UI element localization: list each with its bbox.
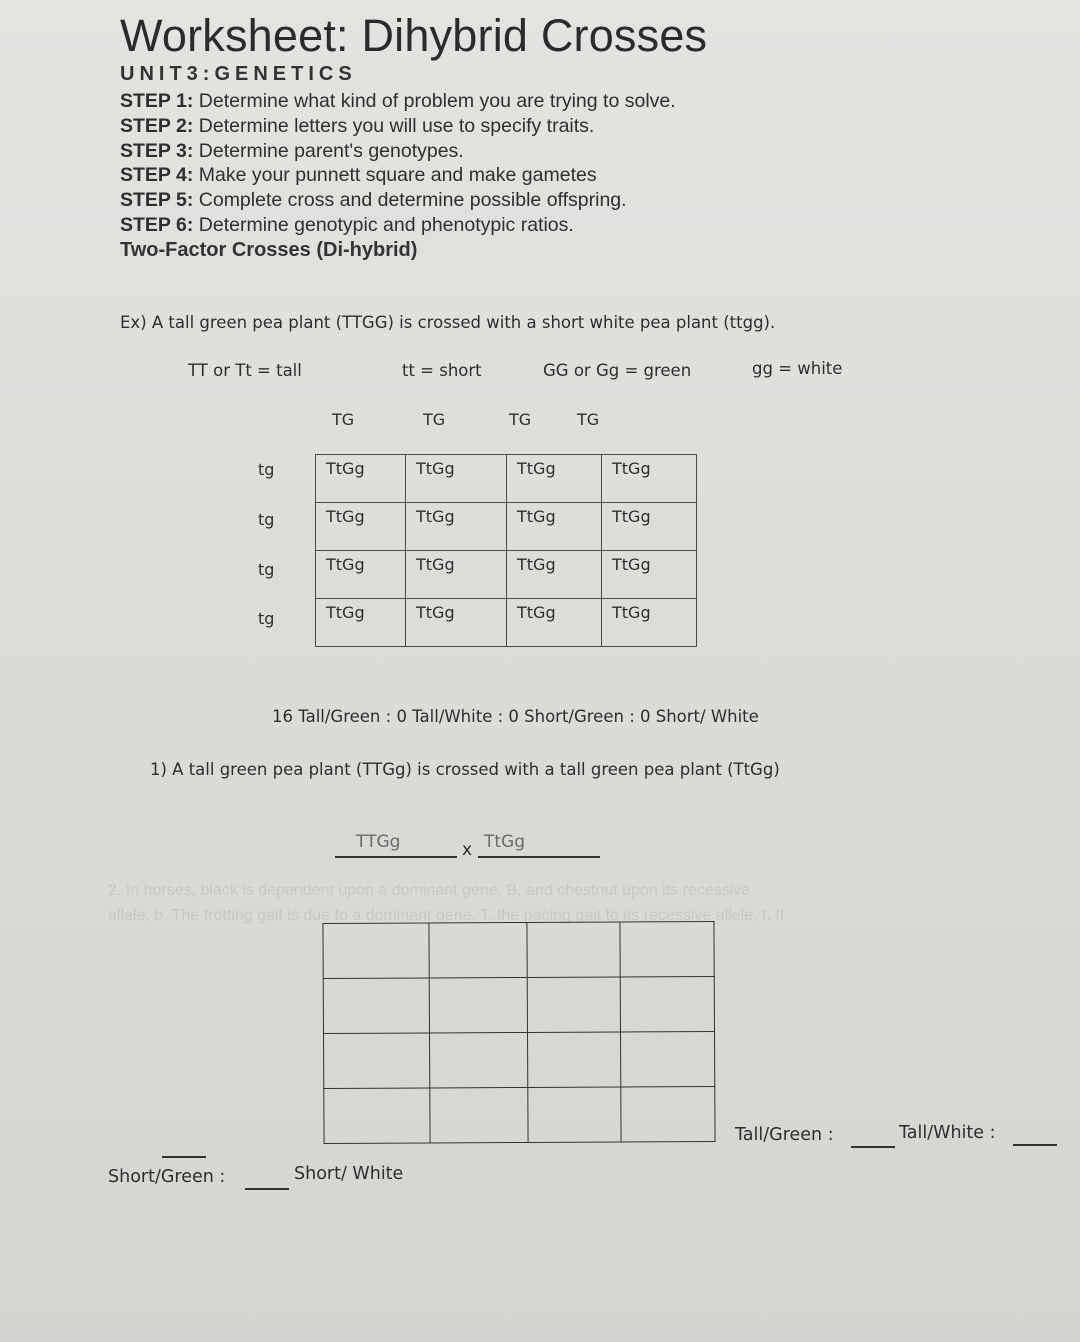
- key-short: tt = short: [402, 361, 482, 380]
- question-1-punnett-square: [322, 921, 715, 1144]
- punnett-cell: TtGg: [602, 551, 697, 599]
- parent2-blank-line: [478, 856, 600, 858]
- example-ratio: 16 Tall/Green : 0 Tall/White : 0 Short/Green : 0 Short/ White: [272, 707, 759, 726]
- step-label: STEP 2:: [120, 115, 194, 137]
- bleed-through-text: allele, b. The trotting gait is due to a dominant gene, T, the pacing gait to its recessive allele, t. If: [108, 907, 785, 924]
- step-text: Complete cross and determine possible offspring.: [198, 189, 627, 211]
- parent2-handwritten[interactable]: TtGg: [484, 832, 526, 852]
- punnett-cell: TtGg: [507, 599, 602, 647]
- step-2: [120, 115, 594, 138]
- step-label: STEP 5:: [120, 189, 194, 211]
- short-white-overflow-blank[interactable]: [162, 1156, 206, 1158]
- punnett-cell-empty[interactable]: [620, 976, 714, 1031]
- example-prompt: Ex) A tall green pea plant (TTGG) is crossed with a short white pea plant (ttgg).: [120, 313, 776, 332]
- step-label: STEP 3:: [120, 140, 194, 162]
- punnett-cell-empty[interactable]: [621, 1086, 715, 1141]
- worksheet-title: Worksheet: Dihybrid Crosses: [120, 10, 708, 61]
- step-4: [120, 164, 597, 187]
- step-label: STEP 6:: [120, 214, 194, 236]
- step-3: [120, 140, 464, 163]
- bleed-through-text: 2. In horses, black is dependent upon a dominant gene, B, and chestnut upon its recessive: [108, 882, 751, 899]
- key-tall: TT or Tt = tall: [188, 361, 302, 380]
- section-heading: Two-Factor Crosses (Di-hybrid): [120, 239, 418, 261]
- step-label: STEP 4:: [120, 164, 194, 186]
- key-white: gg = white: [752, 359, 843, 378]
- tall-green-label: Tall/Green :: [735, 1125, 834, 1145]
- column-gamete: TG: [577, 410, 600, 429]
- step-1: [120, 90, 676, 113]
- column-gamete: TG: [423, 410, 446, 429]
- punnett-cell-empty[interactable]: [620, 921, 714, 976]
- tall-white-blank[interactable]: [1013, 1144, 1057, 1146]
- row-gamete: tg: [258, 609, 275, 628]
- punnett-cell: TtGg: [406, 551, 507, 599]
- parent1-handwritten[interactable]: TTGg: [356, 832, 401, 852]
- punnett-cell: TtGg: [316, 455, 406, 503]
- punnett-cell-empty[interactable]: [323, 923, 429, 979]
- parent1-blank-line: [335, 856, 457, 858]
- example-punnett-square: [315, 454, 697, 647]
- punnett-cell: TtGg: [602, 455, 697, 503]
- punnett-cell: TtGg: [316, 551, 406, 599]
- key-green: GG or Gg = green: [543, 361, 692, 380]
- tall-white-label: Tall/White :: [899, 1123, 996, 1143]
- punnett-cell: TtGg: [602, 503, 697, 551]
- punnett-cell-empty[interactable]: [429, 922, 527, 978]
- column-gamete: TG: [332, 410, 355, 429]
- row-gamete: tg: [258, 460, 275, 479]
- step-text: Make your punnett square and make gametes: [198, 164, 597, 186]
- punnett-cell: TtGg: [507, 503, 602, 551]
- punnett-cell-empty[interactable]: [429, 977, 527, 1033]
- unit-label: UNIT3:GENETICS: [120, 63, 357, 85]
- punnett-cell: TtGg: [507, 551, 602, 599]
- step-5: [120, 189, 627, 212]
- short-green-blank[interactable]: [245, 1188, 289, 1190]
- punnett-cell: TtGg: [507, 455, 602, 503]
- step-text: Determine what kind of problem you are trying to solve.: [198, 90, 676, 112]
- punnett-cell-empty[interactable]: [527, 977, 620, 1032]
- punnett-cell: TtGg: [406, 503, 507, 551]
- short-green-label: Short/Green :: [108, 1167, 226, 1187]
- punnett-cell: TtGg: [316, 503, 406, 551]
- step-text: Determine letters you will use to specify traits.: [198, 115, 595, 137]
- punnett-cell: TtGg: [406, 455, 507, 503]
- punnett-cell-empty[interactable]: [620, 1031, 714, 1086]
- punnett-cell-empty[interactable]: [527, 1032, 620, 1087]
- step-label: STEP 1:: [120, 90, 194, 112]
- punnett-cell-empty[interactable]: [324, 1033, 430, 1089]
- cross-symbol: x: [462, 840, 473, 860]
- row-gamete: tg: [258, 510, 275, 529]
- punnett-cell-empty[interactable]: [324, 1088, 430, 1144]
- punnett-cell-empty[interactable]: [323, 978, 429, 1034]
- step-text: Determine genotypic and phenotypic ratios.: [198, 214, 574, 236]
- step-text: Determine parent's genotypes.: [198, 140, 464, 162]
- row-gamete: tg: [258, 560, 275, 579]
- punnett-cell-empty[interactable]: [430, 1087, 528, 1143]
- step-6: [120, 214, 574, 237]
- tall-green-blank[interactable]: [851, 1146, 895, 1148]
- punnett-cell-empty[interactable]: [528, 1087, 621, 1142]
- short-white-label: Short/ White: [294, 1164, 404, 1184]
- punnett-cell: TtGg: [406, 599, 507, 647]
- punnett-cell-empty[interactable]: [527, 922, 620, 977]
- question-1-prompt: 1) A tall green pea plant (TTGg) is crossed with a tall green pea plant (TtGg): [150, 760, 780, 779]
- column-gamete: TG: [509, 410, 532, 429]
- punnett-cell: TtGg: [602, 599, 697, 647]
- punnett-cell: TtGg: [316, 599, 406, 647]
- punnett-cell-empty[interactable]: [430, 1032, 528, 1088]
